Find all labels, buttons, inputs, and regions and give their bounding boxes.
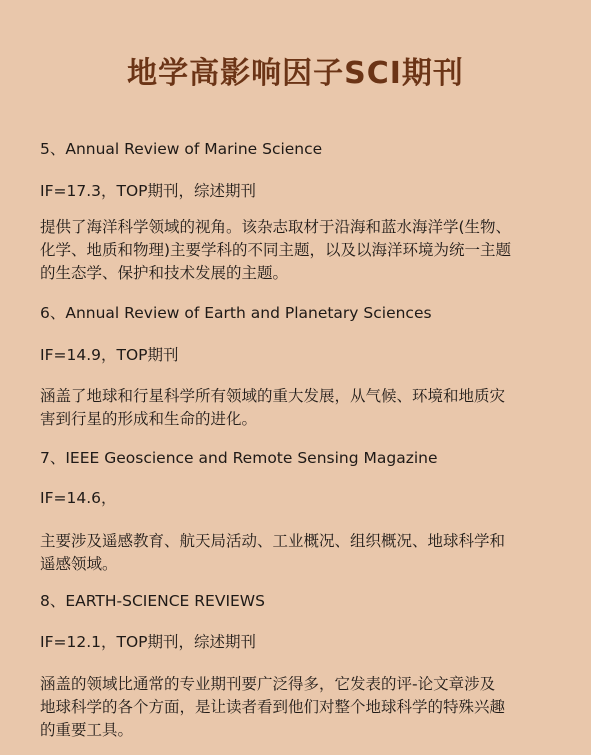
journal-metrics-8: IF=12.1，TOP期刊，综述期刊 [40, 633, 257, 651]
description-line: 化学、地质和物理)主要学科的不同主题，以及以海洋环境为统一主题 [40, 241, 512, 259]
journal-description-5 [40, 216, 562, 285]
description-line: 遥感领域。 [40, 555, 118, 573]
description-line: 涵盖的领域比通常的专业期刊要广泛得多，它发表的评-论文章涉及 [40, 675, 496, 693]
journal-description-6 [40, 385, 562, 431]
journal-heading-6: 6、Annual Review of Earth and Planetary Sciences [40, 304, 432, 322]
journal-metrics-6: IF=14.9，TOP期刊 [40, 346, 179, 364]
journal-heading-5: 5、Annual Review of Marine Science [40, 140, 323, 158]
description-line: 主要涉及遥感教育、航天局活动、工业概况、组织概况、地球科学和 [40, 532, 506, 550]
journal-heading-8: 8、EARTH-SCIENCE REVIEWS [40, 592, 265, 610]
page-title: 地学高影响因子SCI期刊 [127, 56, 464, 91]
journal-metrics-5: IF=17.3，TOP期刊，综述期刊 [40, 182, 257, 200]
description-line: 提供了海洋科学领域的视角。该杂志取材于沿海和蓝水海洋学(生物、 [40, 218, 512, 236]
description-line: 地球科学的各个方面，是让读者看到他们对整个地球科学的特殊兴趣 [40, 698, 506, 716]
description-line: 的重要工具。 [40, 721, 134, 739]
journal-description-7 [40, 530, 562, 576]
journal-description-8 [40, 673, 562, 742]
description-line: 的生态学、保护和技术发展的主题。 [40, 264, 289, 282]
journal-metrics-7: IF=14.6， [40, 489, 117, 507]
description-line: 涵盖了地球和行星科学所有领域的重大发展，从气候、环境和地质灾 [40, 387, 506, 405]
description-line: 害到行星的形成和生命的进化。 [40, 410, 258, 428]
journal-heading-7: 7、IEEE Geoscience and Remote Sensing Magazine [40, 449, 438, 467]
